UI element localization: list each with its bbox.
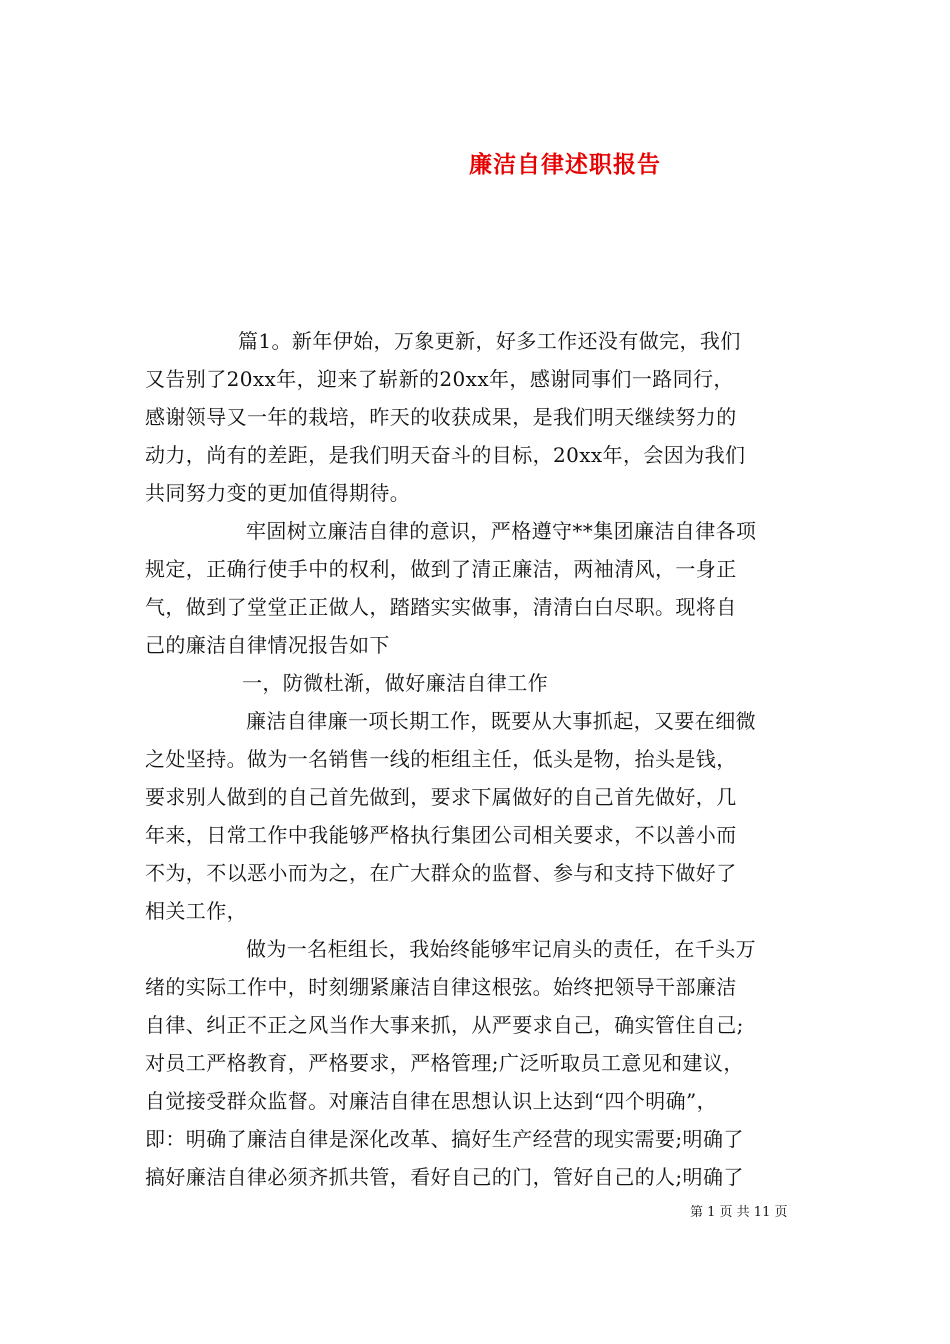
text-line: 自律、纠正不正之风当作大事来抓，从严要求自己，确实管住自己; — [145, 1013, 744, 1037]
text-line: 牢固树立廉洁自律的意识，严格遵守**集团廉洁自律各项 — [246, 519, 757, 543]
text-line: 年来，日常工作中我能够严格执行集团公司相关要求，不以善小而 — [145, 823, 737, 847]
text-line: 又告别了20xx年，迎来了崭新的20xx年，感谢同事们一路同行， — [145, 367, 734, 391]
text-line: 气，做到了堂堂正正做人，踏踏实实做事，清清白白尽职。现将自 — [145, 595, 737, 619]
page-title: 廉洁自律述职报告 — [469, 152, 661, 179]
text-line: 搞好廉洁自律必须齐抓共管，看好自己的门，管好自己的人;明确了 — [145, 1165, 744, 1189]
text-line: 规定，正确行使手中的权利，做到了清正廉洁，两袖清风，一身正 — [145, 557, 737, 581]
document-body — [145, 322, 811, 1196]
text-line: 即：明确了廉洁自律是深化改革、搞好生产经营的现实需要;明确了 — [145, 1127, 744, 1151]
text-line: 廉洁自律廉一项长期工作，既要从大事抓起，又要在细微 — [246, 709, 756, 733]
text-line: 动力，尚有的差距，是我们明天奋斗的目标，20xx年，会因为我们 — [145, 443, 746, 467]
text-line: 相关工作， — [145, 899, 247, 923]
text-line: 不为，不以恶小而为之，在广大群众的监督、参与和支持下做好了 — [145, 861, 737, 885]
text-line: 绪的实际工作中，时刻绷紧廉洁自律这根弦。始终把领导干部廉洁 — [145, 975, 737, 999]
page-number: 第 1 页 共 11 页 — [690, 1205, 788, 1220]
text-line: 要求别人做到的自己首先做到，要求下属做好的自己首先做好，几 — [145, 785, 737, 809]
text-line: 做为一名柜组长，我始终能够牢记肩头的责任，在千头万 — [246, 937, 756, 961]
text-line: 自觉接受群众监督。对廉洁自律在思想认识上达到“四个明确”， — [145, 1089, 718, 1113]
text-line: 对员工严格教育，严格要求，严格管理;广泛听取员工意见和建议， — [145, 1051, 744, 1075]
text-line: 共同努力变的更加值得期待。 — [145, 481, 411, 505]
text-line: 篇1。新年伊始，万象更新，好多工作还没有做完，我们 — [238, 329, 741, 353]
text-line: 己的廉洁自律情况报告如下 — [145, 633, 390, 657]
section-heading: 一，防微杜渐，做好廉洁自律工作 — [242, 671, 548, 695]
text-line: 感谢领导又一年的栽培，昨天的收获成果，是我们明天继续努力的 — [145, 405, 737, 429]
text-line: 之处坚持。做为一名销售一线的柜组主任，低头是物，抬头是钱， — [145, 747, 737, 771]
